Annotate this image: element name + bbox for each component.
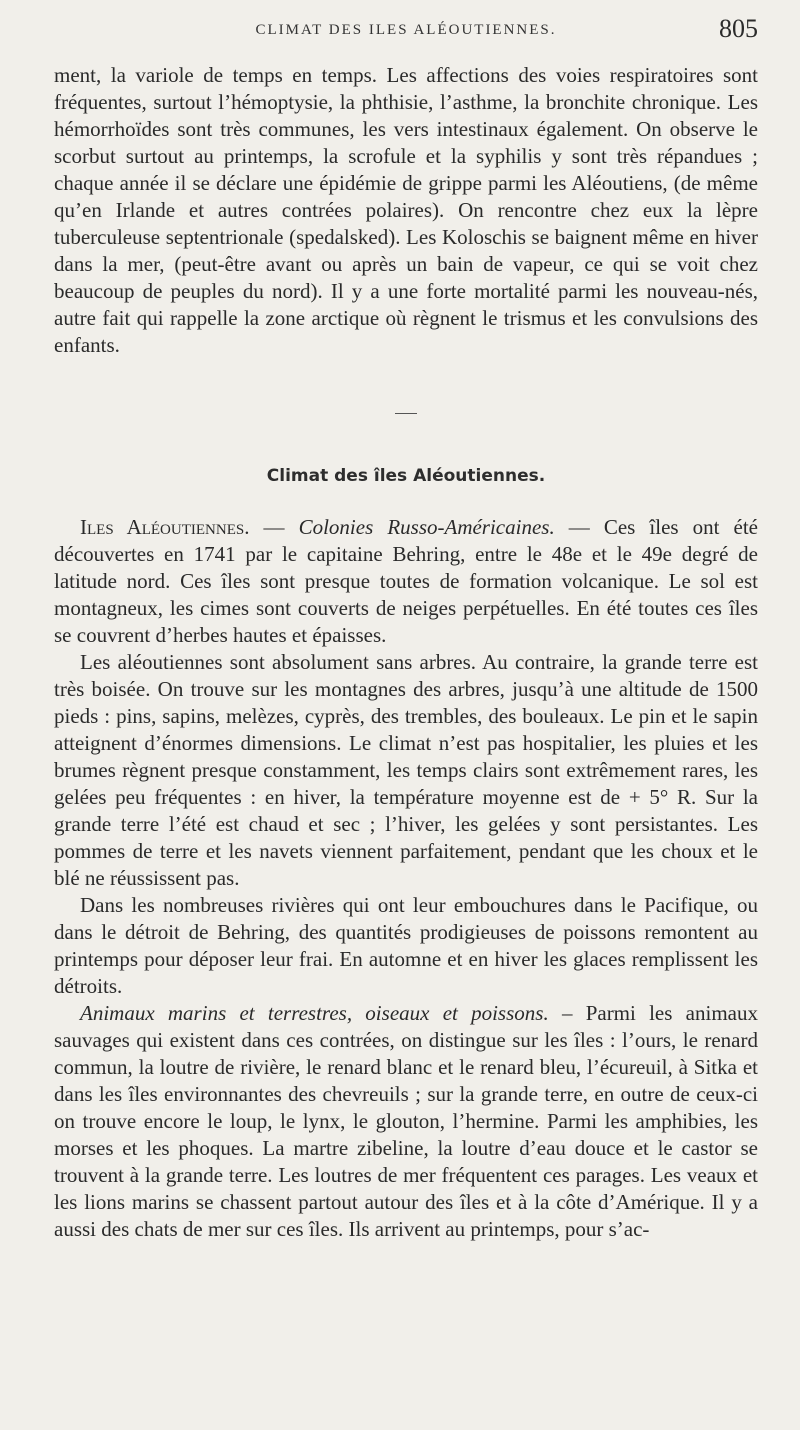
section-divider — [395, 413, 417, 414]
paragraph-italic-title: Animaux marins et terrestres, oiseaux et poissons. — [80, 1001, 549, 1025]
running-title: CLIMAT DES ILES ALÉOUTIENNES. — [255, 22, 557, 38]
paragraph-animals — [54, 1000, 758, 1243]
paragraph-diseases: ment, la variole de temps en temps. Les affections des voies respiratoires sont fréquentes, surtout l’hémoptysie, la phthisie, l’asthme, la bronchite chronique. Les hémorrhoïdes sont très communes, les vers intestinaux également. On observe le scorbut surtout au printemps, la scrofule et la syphilis y sont très répandues ; chaque année il se déclare une épidémie de grippe parmi les Aléoutiens, (de même qu’en Irlande et autres contrées polaires). On rencontre chez eux la lèpre tuberculeuse septentrionale (spedalsked). Les Koloschis se baignent même en hiver dans la mer, (peut-être avant ou après un bain de vapeur, ce qui se voit chez beaucoup de peuples du nord). Il y a une forte mortalité parmi les nouveau-nés, autre fait qui rappelle la zone arctique où règnent le trismus et les convulsions des enfants. — [54, 63, 758, 357]
paragraph-vegetation-climate: Les aléoutiennes sont absolument sans arbres. Au contraire, la grande terre est très boisée. On trouve sur les montagnes des arbres, jusqu’à une altitude de 1500 pieds : pins, sapins, melèzes, cyprès, des trembles, des bouleaux. Le pin et le sapin atteignent d’énormes dimensions. Le climat n’est pas hospitalier, les pluies et les brumes règnent presque constamment, les temps clairs sont extrêmement rares, les gelées peu fréquentes : en hiver, la température moyenne est de + 5° R. Sur la grande terre l’été est chaud et sec ; l’hiver, les gelées y sont persistantes. Les pommes de terre et les navets viennent parfaitement, pendant que les choux et le blé ne réussissent pas. — [54, 650, 758, 890]
paragraph-lead-term: Iles Aléoutiennes. — [80, 515, 250, 539]
paragraph-italic-title: Colonies Russo-Américaines. — [298, 515, 555, 539]
paragraph-rivers-fish: Dans les nombreuses rivières qui ont leur embouchures dans le Pacifique, ou dans le détroit de Behring, des quantités prodigieuses de poissons remontent au printemps pour déposer leur frai. En automne et en hiver les glaces remplissent les détroits. — [54, 893, 758, 998]
paragraph-body: – Parmi les animaux sauvages qui existent dans ces contrées, on distingue sur les îles : l’ours, le renard commun, la loutre de rivière, le renard blanc et le renard bleu, l’écureuil, à Sitka et dans les îles environnantes des chevreuils ; sur la grande terre, en outre de ceux-ci on trouve encore le loup, le lynx, le glouton, l’hermine. Parmi les amphibies, les morses et les phoques. La martre zibeline, la loutre d’eau douce et le castor se trouvent à la grande terre. Les loutres de mer fréquentent ces parages. Les veaux et les lions marins se chassent partout autour des îles et à la côte d’Amérique. Il y a aussi des chats de mer sur ces îles. Ils arrivent au printemps, pour s’ac- — [54, 1001, 758, 1241]
section-heading: Climat des îles Aléoutiennes. — [266, 466, 546, 486]
page-number: 805 — [719, 14, 758, 43]
paragraph-aleutian-islands — [54, 514, 758, 649]
running-header — [54, 0, 758, 62]
lead-dash: — — [249, 515, 299, 539]
paragraph-body: — Ces îles ont été découvertes en 1741 par le capitaine Behring, entre le 48e et le 49e degré de latitude nord. Ces îles sont presque toutes de formation volcanique. Le sol est montagneux, les cimes sont couverts de neiges perpétuelles. En été toutes ces îles se couvrent d’herbes hautes et épaisses. — [54, 515, 758, 647]
